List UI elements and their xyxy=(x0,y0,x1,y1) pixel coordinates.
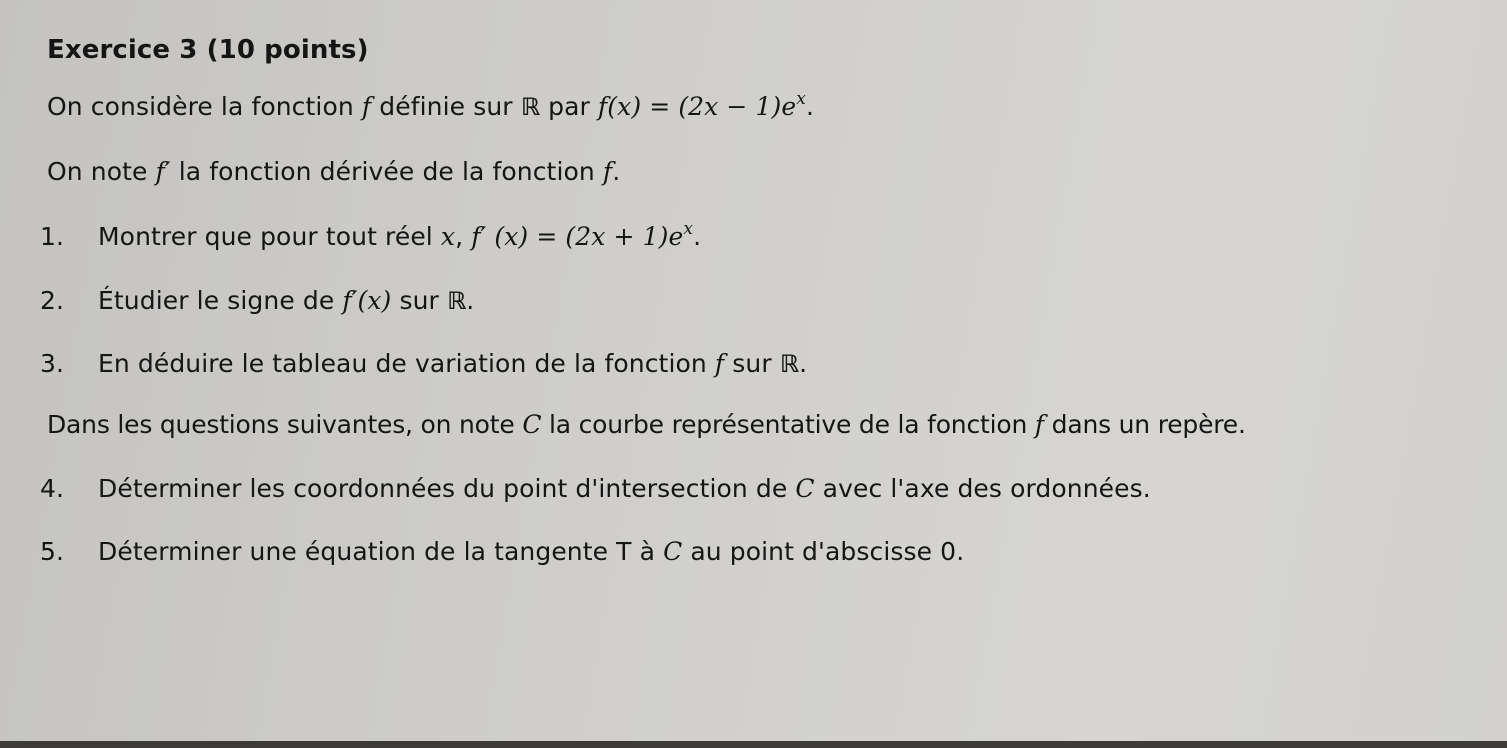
paper-bottom-edge xyxy=(0,741,1507,748)
question-2: 2. Étudier le signe de f′(x) sur ℝ. xyxy=(40,286,475,315)
curve-note: Dans les questions suivantes, on note C la courbe représentative de la fonction f dans un repère. xyxy=(47,410,1246,439)
function-definition-formula: f(x) = (2x − 1)e xyxy=(597,92,797,121)
exercise-title: Exercice 3 (10 points) xyxy=(47,35,369,65)
question-3: 3. En déduire le tableau de variation de la fonction f sur ℝ. xyxy=(40,349,808,378)
question-1: 1. Montrer que pour tout réel x, f′ $(x) = (2x + 1)e^x$. xyxy=(40,218,702,251)
intro-sentence: On considère la fonction f définie sur ℝ par $f(x) = (2x - 1)e^x$. xyxy=(47,88,815,121)
question-5: 5. Déterminer une équation de la tangente T à C au point d'abscisse 0. xyxy=(40,537,965,566)
derivative-formula: f′ (x) = (2x + 1)e xyxy=(471,222,684,251)
question-4: 4. Déterminer les coordonnées du point d'intersection de C avec l'axe des ordonnées. xyxy=(40,474,1151,503)
derivative-note: On note f′ la fonction dérivée de la fonction f. xyxy=(47,157,621,186)
